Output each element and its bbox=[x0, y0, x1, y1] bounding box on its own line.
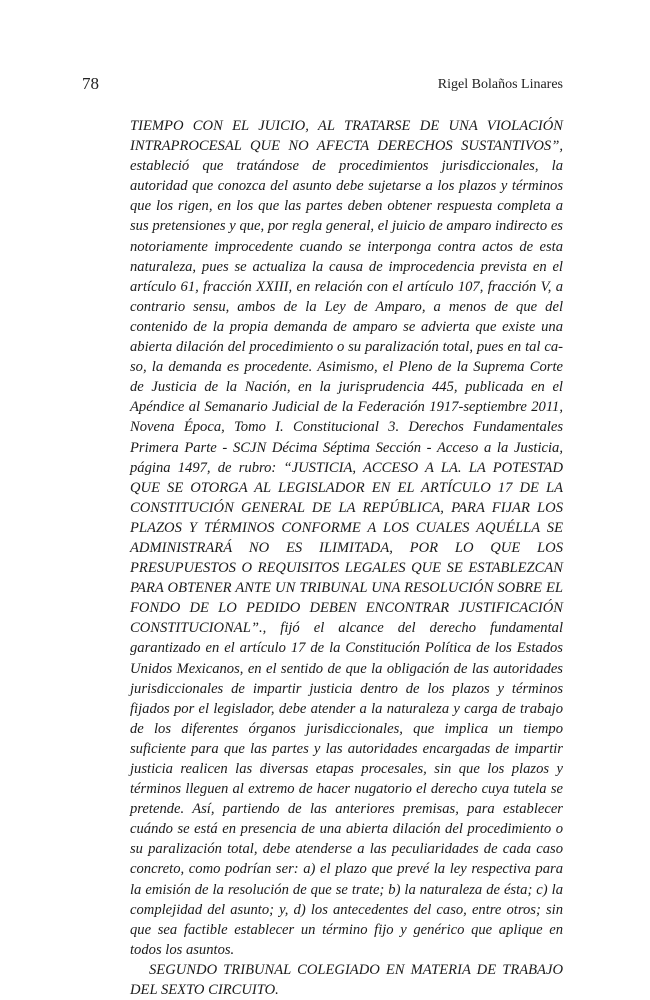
body-text bbox=[130, 116, 563, 1000]
paragraph-court: SEGUNDO TRIBUNAL COLEGIADO EN MATERIA DE TRABAJO DEL SEXTO CIRCUITO. bbox=[130, 961, 563, 999]
paragraph-main: TIEMPO CON EL JUICIO, AL TRATARSE DE UNA VIOLACIÓN INTRAPROCESAL QUE NO AFECTA DERECHOS SUSTANTIVOS”, estableció que tratándose de procedimientos jurisdiccionales, la autoridad que conozca del asunto debe sujetarse a los plazos y términos que los rigen, en los que las partes deben obtener respuesta completa a sus pretensiones y que, por regla general, el juicio de amparo indirecto es notoriamente improcedente cuando se interponga contra actos de esta naturaleza, pues se actualiza la causa de improcedencia prevista en el artículo 61, fracción XXIII, en relación con el artículo 107, fracción V, a contrario sensu, ambos de la Ley de Amparo, a menos de que del contenido de la propia demanda de amparo se advierta que existe una abierta dilación del procedimiento o su paralización total, pues en tal caso, la demanda es procedente. Asimismo, el Pleno de la Suprema Corte de Justicia de la Nación, en la jurisprudencia 445, publicada en el Apéndice al Semanario Judicial de la Federación 1917-septiembre 2011, Novena Época, Tomo I. Constitucional 3. Derechos Fundamentales Primera Parte - SCJN Décima Séptima Sección - Acceso a la Justicia, página 1497, de rubro: “JUSTICIA, ACCESO A LA. LA POTESTAD QUE SE OTORGA AL LEGISLADOR EN EL ARTÍCULO 17 DE LA CONSTITUCIÓN GENERAL DE LA REPÚBLICA, PARA FIJAR LOS PLAZOS Y TÉRMINOS CONFORME A LOS CUALES AQUÉLLA SE ADMINISTRARÁ NO ES ILIMITADA, POR LO QUE LOS PRESUPUESTOS O REQUISITOS LEGALES QUE SE ESTABLEZCAN PARA OBTENER ANTE UN TRIBUNAL UNA RESOLUCIÓN SOBRE EL FONDO DE LO PEDIDO DEBEN ENCONTRAR JUSTIFICACIÓN CONSTITUCIONAL”., fijó el alcance del derecho fundamental garantizado en el artículo 17 de la Constitución Política de los Estados Unidos Mexicanos, en el sentido de que la obligación de las autoridades jurisdiccionales de impartir justicia dentro de los plazos y términos fijados por el legislador, debe atender a la naturaleza y carga de trabajo de los diferentes órganos jurisdiccionales, que implica un tiempo suficiente para que las partes y las autoridades encargadas de impartir justicia realicen las diversas etapas procesales, sin que los plazos y términos lleguen al extremo de hacer nugatorio el derecho cuya tutela se pretende. Así, partiendo de las anteriores premisas, para establecer cuándo se está en presencia de una abierta dilación del procedimiento o su paralización total, debe atenderse a las peculiaridades de cada caso concreto, como podrían ser: a) el plazo que prevé la ley respectiva para la emisión de la resolución de que se trate; b) la naturaleza de ésta; c) la complejidad del asunto; y, d) los antecedentes del caso, entre otros; sin que sea factible establecer un término fijo y genérico que aplique en todos los asuntos. bbox=[130, 118, 563, 958]
page-number: 78 bbox=[82, 74, 99, 93]
running-head: Rigel Bolaños Linares bbox=[437, 77, 563, 92]
